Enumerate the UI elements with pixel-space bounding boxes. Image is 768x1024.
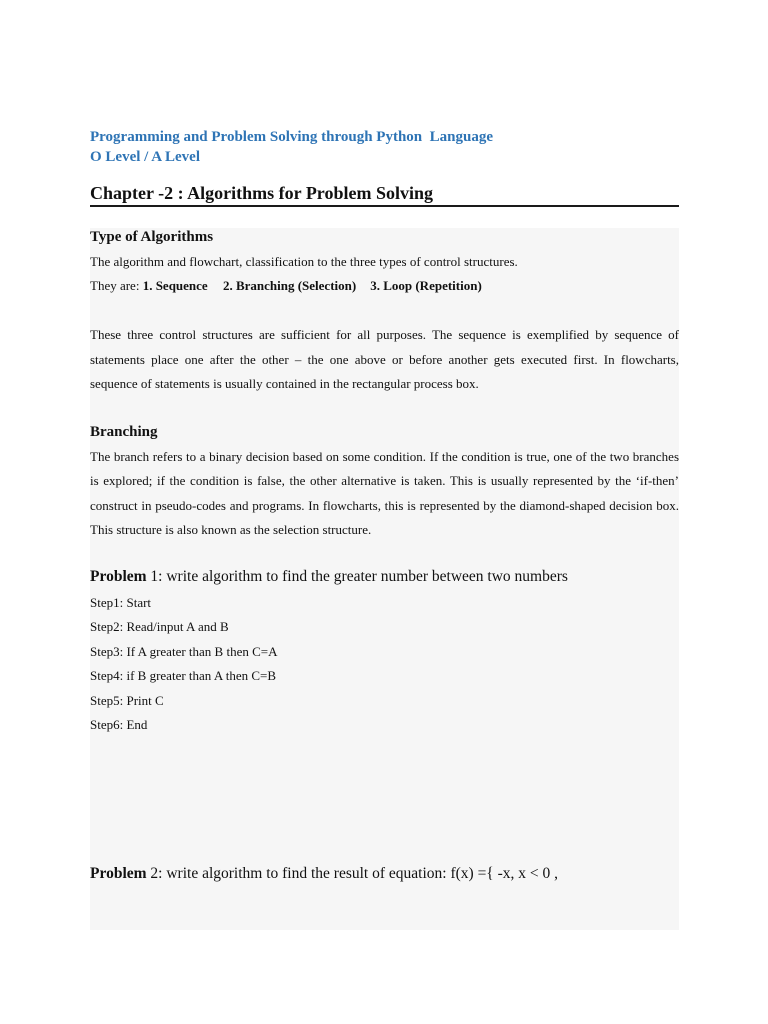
content-body bbox=[90, 226, 679, 886]
list-item: Step5: Print C bbox=[90, 692, 164, 708]
types-item-loop: 3. Loop (Repetition) bbox=[370, 278, 482, 293]
types-list bbox=[90, 274, 679, 298]
types-list-prefix: They are: bbox=[90, 278, 143, 293]
problem2-label: Problem bbox=[90, 864, 147, 882]
problem2-title bbox=[90, 862, 679, 886]
problem1-text: 1: write algorithm to find the greater number between two numbers bbox=[146, 567, 568, 585]
list-item: Step1: Start bbox=[90, 594, 152, 610]
list-item: Step6: End bbox=[90, 717, 148, 732]
problem2-text: 2: write algorithm to find the result of equation: f(x) ={ -x, x < 0 , bbox=[146, 864, 559, 882]
problem1-steps bbox=[90, 591, 679, 738]
problem1-title bbox=[90, 565, 679, 589]
types-item-branching: 2. Branching (Selection) bbox=[222, 278, 357, 293]
list-item: Step4: if B greater than A then C=B bbox=[90, 668, 277, 683]
types-paragraph: These three control structures are sufficient for all purposes. The sequence is exemplified by sequence of statements place one after the other – the one above or before another gets executed first. In flowcharts, sequence of statements is usually contained in the rectangular process box. bbox=[90, 327, 679, 391]
chapter-title: Chapter -2 : Algorithms for Problem Solving bbox=[90, 181, 679, 207]
course-title: Programming and Problem Solving through Python Language bbox=[90, 129, 493, 145]
list-item: Step3: If A greater than B then C=A bbox=[90, 643, 278, 659]
types-heading: Type of Algorithms bbox=[90, 229, 214, 245]
types-item-sequence: 1. Sequence bbox=[142, 278, 208, 293]
problem1-label: Problem bbox=[90, 567, 147, 585]
branching-paragraph: The branch refers to a binary decision based on some condition. If the condition is true, one of the two branches is explored; if the condition is false, the other alternative is taken. This is usually represented by the ‘if-then’ construct in pseudo-codes and programs. In flowcharts, this is represented by the diamond-shaped decision box. This structure is also known as the selection structure. bbox=[90, 448, 679, 537]
course-level: O Level / A Level bbox=[90, 149, 200, 165]
branching-heading: Branching bbox=[90, 423, 158, 440]
types-intro: The algorithm and flowchart, classification to the three types of control structures. bbox=[90, 254, 518, 269]
list-item: Step2: Read/input A and B bbox=[90, 619, 229, 634]
